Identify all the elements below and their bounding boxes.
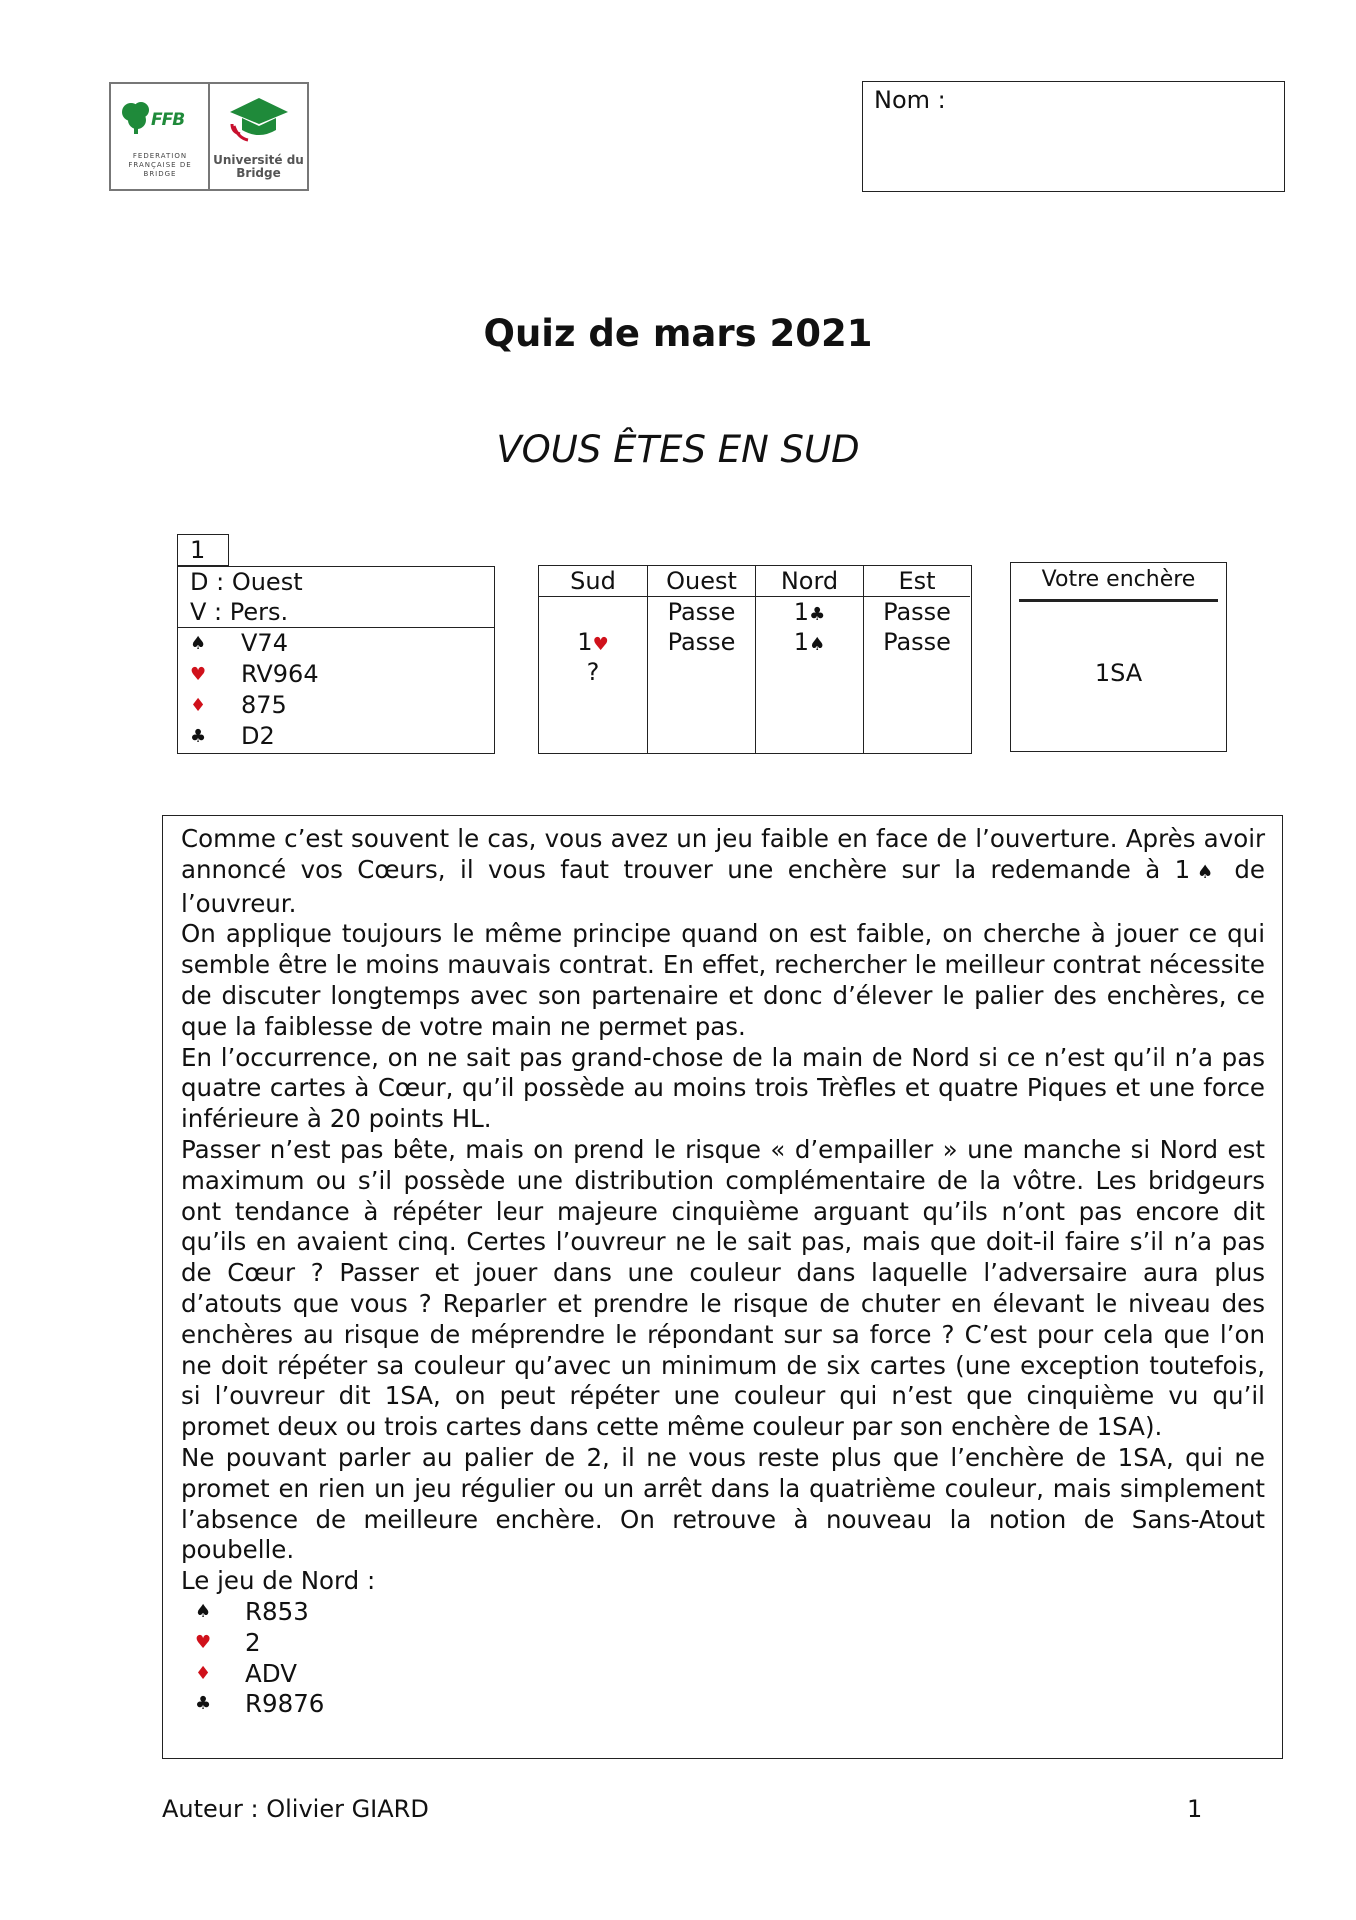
- hand-header: [178, 567, 494, 628]
- suit-row-hearts: [178, 659, 494, 690]
- spade-icon: ♠: [1190, 861, 1220, 883]
- spade-icon: ♠: [195, 1600, 212, 1622]
- club-icon: ♣: [190, 726, 207, 747]
- ffb-logo-left: [111, 84, 210, 189]
- name-label: Nom :: [874, 86, 946, 114]
- bidding-header-est: Est: [864, 566, 970, 597]
- bidding-col-nord: [756, 566, 864, 753]
- nord-spade-cards: R853: [245, 1596, 309, 1626]
- dealer-text: D : Ouest: [190, 568, 303, 596]
- bidding-col-est: [864, 566, 970, 753]
- club-icon: ♣: [195, 1693, 212, 1715]
- bid-cell: ?: [586, 658, 600, 686]
- commentary-box: [162, 815, 1283, 1759]
- spade-icon: ♠: [190, 633, 207, 654]
- spade-cards: V74: [241, 629, 288, 657]
- bidding-col-ouest: [648, 566, 756, 753]
- bid-cell: Passe: [667, 628, 736, 656]
- bid-cell: 1♣: [793, 598, 826, 626]
- bidding-col-sud: [539, 566, 648, 753]
- bidding-header-nord: Nord: [756, 566, 863, 597]
- answer-value: 1SA: [1094, 659, 1143, 687]
- heart-icon: ♥: [592, 634, 609, 655]
- nord-row-hearts: [181, 1628, 1265, 1659]
- federation-text: FEDERATION FRANÇAISE DE BRIDGE: [128, 152, 192, 178]
- bid-cell: Passe: [883, 598, 951, 626]
- commentary-paragraph: Passer n’est pas bête, mais on prend le risque « d’empailler » une manche si Nord est maximum ou s’il possède une distribution complémentaire de la vôtre. Les bridgeurs ont tendance à répéter leur majeure cinquième arguant qu’ils n’ont pas encore dit qu’ils en avaient cinq. Certes l’ouvreur ne le sait pas, mais que doit-il faire s’il n’a pas de Cœur ? Passer et jouer dans une couleur dans laquelle l’adversaire aura plus d’atouts que vous ? Reparler et prendre le risque de chuter en élevant le niveau des enchères au risque de méprendre le répondant sur sa force ? C’est pour cela que l’on ne doit répéter sa couleur qu’avec un minimum de six cartes (une exception toutefois, si l’ouvreur dit 1SA, on peut répéter une couleur qui n’est que cinquième vu qu’il promet deux ou trois cartes dans cette même couleur par son enchère de 1SA).: [181, 1134, 1265, 1442]
- suit-row-clubs: [178, 721, 494, 752]
- answer-box: [1010, 562, 1227, 752]
- club-icon: ♣: [809, 604, 826, 625]
- vulnerability-text: V : Pers.: [190, 598, 289, 626]
- bidding-header-sud: Sud: [539, 566, 647, 597]
- page-number: 1: [1187, 1795, 1203, 1823]
- nord-club-cards: R9876: [245, 1689, 325, 1719]
- diamond-icon: ♦: [190, 695, 207, 716]
- page-subtitle: VOUS ÊTES EN SUD: [496, 428, 860, 471]
- name-field[interactable]: [862, 81, 1285, 192]
- heart-icon: ♥: [195, 1631, 212, 1653]
- heart-cards: RV964: [241, 660, 319, 688]
- universite-text: Université du Bridge: [213, 153, 304, 180]
- bid-cell-heart: [539, 627, 647, 657]
- ffb-logo-text: FFB: [151, 110, 185, 130]
- diamond-icon: ♦: [195, 1662, 212, 1684]
- bidding-header-ouest: Ouest: [648, 566, 755, 597]
- commentary-paragraph: Ne pouvant parler au palier de 2, il ne vous reste plus que l’enchère de 1SA, qui ne promet en rien un jeu régulier ou un arrêt dans la quatrième couleur, mais simplement l’absence de meilleure enchère. On retrouve à nouveau la notion de Sans-Atout poubelle.: [181, 1442, 1265, 1565]
- answer-label: Votre enchère: [1041, 567, 1196, 592]
- commentary-paragraph: Comme c’est souvent le cas, vous avez un jeu faible en face de l’ouverture. Après avoir annoncé vos Cœurs, il vous faut trouver une enchère sur la redemande à 1♠ de l’ouvreur.: [181, 824, 1266, 918]
- question-number: 1: [177, 534, 229, 566]
- answer-divider: [1019, 599, 1218, 602]
- commentary-paragraph: On applique toujours le même principe quand on est faible, on cherche à jouer ce qui semble être le moins mauvais contrat. En effet, rechercher le meilleur contrat nécessite de discuter longtemps avec son partenaire et donc d’élever le palier des enchères, ce que la faiblesse de votre main ne permet pas.: [181, 919, 1265, 1041]
- bidding-table: [538, 565, 972, 754]
- author-footer: Auteur : Olivier GIARD: [162, 1795, 429, 1823]
- nord-hand-heading: Le jeu de Nord :: [181, 1566, 376, 1596]
- nord-row-diamonds: [181, 1659, 1265, 1690]
- page-title: Quiz de mars 2021: [483, 312, 873, 355]
- spade-icon: ♠: [809, 634, 826, 655]
- bid-cell: Passe: [883, 628, 951, 656]
- graduation-cap-icon: [228, 96, 290, 144]
- diamond-cards: 875: [241, 691, 287, 719]
- nord-heart-cards: 2: [245, 1627, 261, 1657]
- universite-logo: [210, 84, 307, 189]
- heart-icon: ♥: [190, 664, 207, 685]
- suit-row-spades: [178, 628, 494, 659]
- bid-cell: 1♠: [793, 628, 826, 656]
- club-cards: D2: [241, 722, 275, 750]
- nord-row-clubs: [181, 1689, 1265, 1720]
- suit-row-diamonds: [178, 690, 494, 721]
- commentary-paragraph: En l’occurrence, on ne sait pas grand-chose de la main de Nord si ce n’est qu’il n’a pas quatre cartes à Cœur, qu’il possède au moins trois Trèfles et quatre Piques et une force inférieure à 20 points HL.: [181, 1042, 1265, 1134]
- south-hand-box: [177, 566, 495, 754]
- nord-diamond-cards: ADV: [245, 1658, 297, 1688]
- bid-one-heart: 1♥: [577, 628, 609, 656]
- bid-cell: [539, 597, 647, 627]
- ffb-logo: [109, 82, 309, 191]
- nord-row-spades: [181, 1597, 1265, 1628]
- bid-cell: Passe: [667, 598, 736, 626]
- nord-hand: [181, 1597, 1265, 1720]
